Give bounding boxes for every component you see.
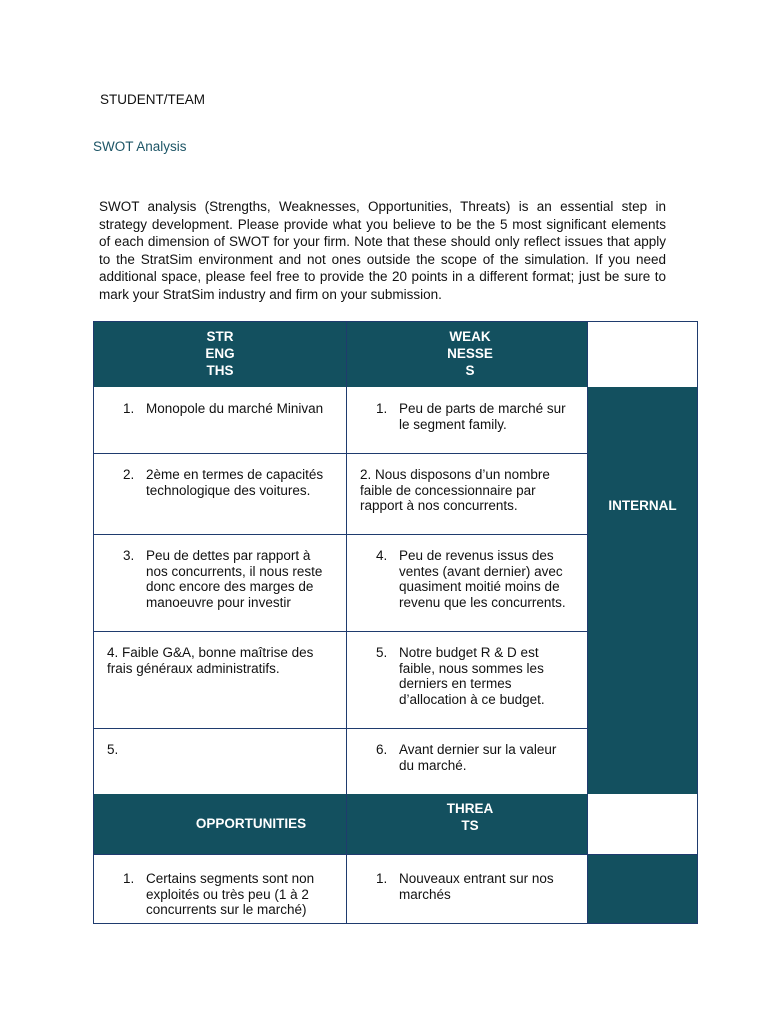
table-border <box>697 321 698 924</box>
table-border <box>93 321 94 924</box>
strengths-header: STR ENG THS <box>205 329 235 378</box>
weakness-item: 2. Nous disposons d’un nombre faible de concessionnaire par rapport à nos concurrents. <box>360 467 550 513</box>
table-divider <box>93 854 698 855</box>
strength-item: 4. Faible G&A, bonne maîtrise des frais généraux administratifs. <box>107 645 314 676</box>
page-title: SWOT Analysis <box>93 139 187 154</box>
external-cell <box>587 854 698 924</box>
intro-paragraph: SWOT analysis (Strengths, Weaknesses, Opportunities, Threats) is an essential step in strategy development. Please provide what you believe to be the 5 most significant elements of each dimension of SWOT for your firm. Note that these should only reflect issues that apply to the StratSim environment and not ones outside the scope of the simulation. If you need additional space, please feel free to provide the 20 points in a different format; just be sure to mark your StratSim industry and firm on your submission. <box>99 199 666 302</box>
internal-cell <box>587 387 698 794</box>
swot-table: STR ENG THS WEAK NESSE S INTERNAL OPPORTUNITIES THREA TS 1. Monopole du marché Minivan 2. 2ème en termes de capacités technologique des voitures. 3. Peu de dettes par rapport à nos concurrents, il nous reste donc encore des marges de manoeuvre pour investir 4. Faible G&A, bonne maîtrise des frais généraux administratifs. 5. 1. Peu de parts de marché sur le segment family. 2. Nous disposons d’un nombre faible de concessionnaire par rapport à nos concurrents. 4. Peu de revenus issus des ventes (avant dernier) avec quasiment moitié moins de revenu que les concurrents. 5. Notre budget R & D est faible, nous sommes les derniers en termes d’allocation à ce budget. 6. Avant dernier sur la valeur du marché. 1. Certains segments sont non exploités ou très peu (1 à 2 concurrents sur le marché) 1. Nouveaux entrant sur nos marchés <box>93 321 698 924</box>
strength-item: 5. <box>107 742 119 757</box>
internal-label: INTERNAL <box>608 498 677 513</box>
table-divider <box>93 631 587 632</box>
weaknesses-header: WEAK NESSE S <box>447 329 493 378</box>
table-divider <box>93 453 587 454</box>
table-divider <box>346 321 347 924</box>
opportunities-header: OPPORTUNITIES <box>195 816 307 831</box>
table-divider <box>93 534 587 535</box>
table-border <box>93 321 698 322</box>
table-border <box>93 923 698 924</box>
student-team-label: STUDENT/TEAM <box>100 92 206 107</box>
table-divider <box>93 728 587 729</box>
threats-header: THREA TS <box>446 801 494 833</box>
table-divider <box>587 321 588 924</box>
